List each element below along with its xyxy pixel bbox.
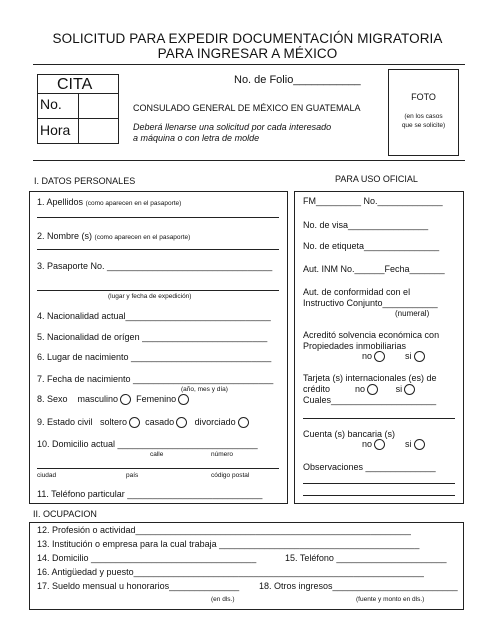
codigo-postal-label: código postal [211, 472, 250, 479]
conformidad-field[interactable]: Instructivo Conjunto___________ [303, 298, 438, 308]
cita-label: CITA [57, 76, 93, 93]
cita-hora-label: Hora [40, 122, 71, 138]
nombre-note: (como aparecen en el pasaporte) [94, 234, 191, 241]
fuente-note: (fuente y monto en dls.) [356, 596, 425, 603]
header-divider [33, 64, 465, 65]
conformidad-line1: Aut. de conformidad con el [303, 287, 411, 297]
solvencia-line2: Propiedades inmobiliarias [303, 341, 407, 351]
pasaporte-sub: (lugar y fecha de expedición) [108, 293, 192, 300]
instruction-line1: Deberá llenarse una solicitud por cada interesado [133, 122, 332, 132]
sueldo-field[interactable]: 17. Sueldo mensual u honorarios______________ [37, 581, 240, 591]
aut-inm-field[interactable]: Aut. INM No.______Fecha_______ [303, 264, 445, 274]
nacionalidad-actual-field[interactable]: 4. Nacionalidad actual_____________________________ [37, 311, 271, 321]
tarjeta-line1: Tarjeta (s) internacionales (es) de [303, 373, 437, 383]
numero-label: número [211, 451, 234, 458]
cuenta-label: Cuenta (s) bancaria (s) [303, 429, 396, 439]
visa-field[interactable]: No. de visa________________ [303, 220, 429, 230]
apellidos-field[interactable]: 1. Apellidos (como aparecen en el pasaporte) [37, 197, 182, 207]
observaciones-field[interactable]: Observaciones ______________ [303, 462, 436, 472]
apellidos-note: (como aparecen en el pasaporte) [85, 200, 182, 207]
section-divider [33, 160, 465, 161]
etiqueta-field[interactable]: No. de etiqueta_______________ [303, 241, 440, 251]
cuenta-no-radio[interactable] [374, 439, 385, 450]
profesion-field[interactable]: 12. Profesión o actividad_______________________________________________________ [37, 525, 411, 535]
official-use-title: PARA USO OFICIAL [335, 174, 418, 184]
otros-ingresos-field[interactable]: 18. Otros ingresos_________________________ [259, 581, 458, 591]
solvencia-si-radio[interactable] [414, 351, 425, 362]
nombre-field[interactable]: 2. Nombre (s) (como aparecen en el pasaporte) [37, 231, 191, 241]
calle-label: calle [150, 451, 164, 458]
cita-no-label: No. [40, 96, 62, 112]
tarjeta-no-radio[interactable] [367, 384, 378, 395]
masculino-radio[interactable] [120, 394, 131, 405]
numeral-label: (numeral) [395, 309, 430, 318]
foto-note-line1: (en los casos [404, 113, 443, 120]
en-dls-note: (en dls.) [211, 596, 235, 603]
solvencia-no-radio[interactable] [374, 351, 385, 362]
foto-label: FOTO [411, 92, 436, 102]
form-title-line2: PARA INGRESAR A MÉXICO [157, 46, 338, 61]
fecha-sub: (año, mes y día) [181, 386, 228, 393]
fm-field[interactable]: FM_________ No._____________ [303, 196, 443, 206]
sexo-row: 8. Sexo masculino Femenino [37, 394, 189, 405]
casado-radio[interactable] [176, 417, 187, 428]
pasaporte-field[interactable]: 3. Pasaporte No. _________________________________ [37, 261, 273, 271]
nacionalidad-origen-field[interactable]: 5. Nacionalidad de orígen _________________________ [37, 332, 268, 342]
instruction-line2: a máquina o con letra de molde [133, 133, 260, 143]
domicilio-field[interactable]: 10. Domicilio actual ____________________________ [37, 439, 258, 449]
cuenta-si-radio[interactable] [414, 439, 425, 450]
antiguedad-field[interactable]: 16. Antigüedad y puesto__________________________________________________________ [37, 567, 424, 577]
domicilio-trabajo-field[interactable]: 14. Domicilio _________________________________ [37, 553, 257, 563]
tarjeta-si-radio[interactable] [404, 384, 415, 395]
fecha-nacimiento-field[interactable]: 7. Fecha de nacimiento ____________________________ [37, 374, 274, 384]
tarjeta-line2: crédito no si [303, 384, 415, 395]
soltero-radio[interactable] [129, 417, 140, 428]
divorciado-radio[interactable] [238, 417, 249, 428]
solvencia-options: no si [362, 351, 425, 362]
cuales-field[interactable]: Cuales_____________________ [303, 395, 437, 405]
folio-field[interactable]: No. de Folio___________ [234, 74, 361, 86]
institucion-field[interactable]: 13. Institución o empresa para la cual trabaja ________________________________________ [37, 539, 420, 549]
telefono-field[interactable]: 11. Teléfono particular ___________________________ [37, 489, 263, 499]
telefono-trabajo-field[interactable]: 15. Teléfono ______________________ [285, 553, 447, 563]
form-title-line1: SOLICITUD PARA EXPEDIR DOCUMENTACIÓN MIGRATORIA [52, 31, 443, 46]
pais-label: país [126, 472, 139, 479]
section1-title: I. DATOS PERSONALES [34, 176, 136, 186]
lugar-nacimiento-field[interactable]: 6. Lugar de nacimiento ____________________________ [37, 352, 272, 362]
femenino-radio[interactable] [178, 394, 189, 405]
solvencia-line1: Acreditó solvencia económica con [303, 330, 440, 340]
consulado-label: CONSULADO GENERAL DE MÉXICO EN GUATEMALA [133, 103, 361, 113]
section2-title: II. OCUPACION [33, 509, 97, 519]
foto-note-line2: que se solicite) [401, 122, 446, 129]
estado-civil-row: 9. Estado civil soltero casado divorciado [37, 417, 249, 428]
cuenta-options: no si [362, 439, 425, 450]
ciudad-label: ciudad [37, 472, 57, 479]
